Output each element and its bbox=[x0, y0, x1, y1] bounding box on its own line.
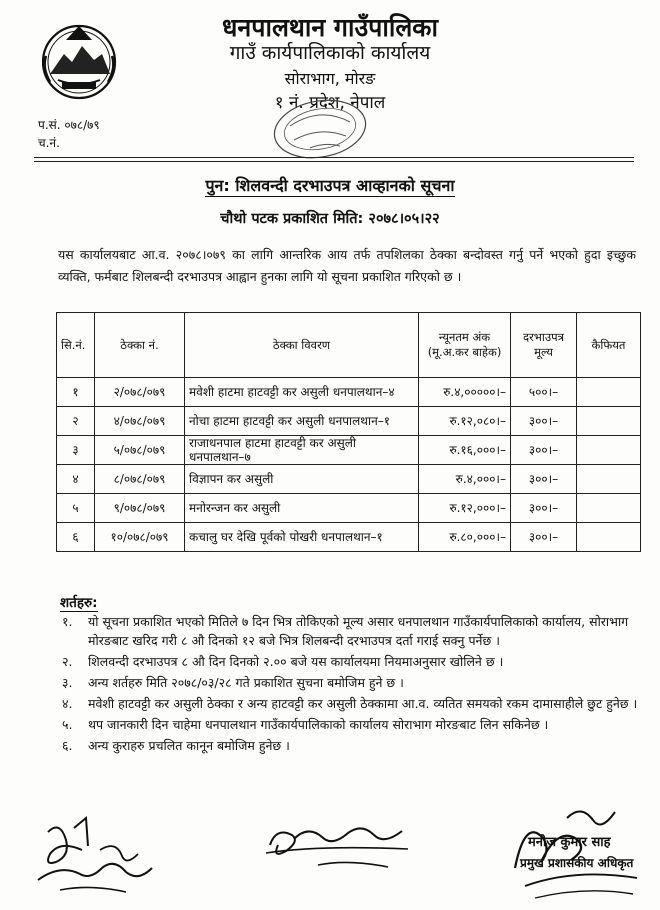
conditions-list bbox=[62, 612, 642, 757]
condition-text: अन्य शर्तहरु मिति २०७८/०३/२८ गते प्रकाशित सुचना बमोजिम हुने छ । bbox=[88, 675, 404, 690]
condition-text: अन्य कुराहरु प्रचलित कानून बमोजिम हुनेछ । bbox=[88, 738, 290, 753]
cell-description: नोचा हाटमा हाटवट्टी कर असुली धनपालथान–१ bbox=[185, 407, 419, 436]
condition-number: २. bbox=[62, 654, 73, 669]
office-province: १ नं. प्रदेश, नेपाल bbox=[274, 93, 386, 113]
cell-min-amount: रु.१२,०००।– bbox=[419, 494, 511, 523]
cell-contract-no: ४/०७८/०७९ bbox=[95, 407, 185, 436]
header-contract-no: ठेक्का नं. bbox=[95, 313, 185, 378]
condition-number: १. bbox=[62, 614, 73, 629]
table-header-row bbox=[57, 313, 641, 378]
signature-right bbox=[505, 798, 645, 908]
signatory-title: प्रमुख प्रशासकीय अधिकृत bbox=[520, 856, 634, 870]
cell-bid-price: ३००।– bbox=[511, 407, 577, 436]
conditions-heading: शर्तहरु: bbox=[60, 595, 98, 611]
notice-intro: यस कार्यालयबाट आ.व. २०७८।०७९ का लागि आन्तरिक आय तर्फ तपशिलका ठेक्का बन्दोवस्त गर्नु पर्ने भएको हुदा इच्छुक व्यक्ति, फर्मबाट शिलबन्दी दरभाउपत्र आह्वान हुनका लागि यो सूचना प्रकाशित गरिएको छ । bbox=[58, 247, 636, 284]
table-row bbox=[57, 465, 641, 494]
list-item bbox=[62, 612, 642, 650]
table-row bbox=[57, 436, 641, 465]
header-description: ठेक्का विवरण bbox=[185, 313, 419, 378]
cell-sn: १ bbox=[57, 378, 95, 407]
list-item bbox=[62, 673, 642, 692]
header-min-amount: न्यूनतम अंक (मू.अ.कर बाहेक) bbox=[419, 313, 511, 378]
table-row bbox=[57, 378, 641, 407]
ps-reference: प.सं. ०७८/७९ bbox=[38, 118, 100, 132]
cell-sn: ४ bbox=[57, 465, 95, 494]
header-bid-price: दरभाउपत्र मूल्य bbox=[511, 313, 577, 378]
cell-contract-no: १०/०७८/०७९ bbox=[95, 523, 185, 552]
table-row bbox=[57, 407, 641, 436]
cell-bid-price: ३००।– bbox=[511, 523, 577, 552]
cell-bid-price: ३००।– bbox=[511, 465, 577, 494]
cell-remarks bbox=[577, 436, 641, 465]
cell-sn: ३ bbox=[57, 436, 95, 465]
condition-number: ४. bbox=[62, 696, 73, 711]
cell-bid-price: ३००।– bbox=[511, 494, 577, 523]
nepal-emblem-icon bbox=[36, 16, 122, 102]
condition-text: यो सूचना प्रकाशित भएको मितिले ७ दिन भित्र तोकिएको मूल्य असार धनपालथान गाउँकार्यपालिकाको कार्यालय, सोराभाग मोरङबाट खरिद गरी ८ औ दिनको १२ बजे भित्र शिलबन्दी दरभाउपत्र दर्ता गराई सक्नु पर्नेछ । bbox=[88, 614, 629, 648]
office-address: सोराभाग, मोरङ bbox=[284, 69, 376, 88]
condition-number: ६. bbox=[62, 738, 73, 753]
list-item bbox=[62, 652, 642, 671]
cell-sn: २ bbox=[57, 407, 95, 436]
signatory-name: मनोज कुमार साह bbox=[528, 835, 611, 850]
cell-min-amount: रु.८०,०००।– bbox=[419, 523, 511, 552]
list-item bbox=[62, 715, 642, 734]
cell-description: राजाधनपाल हाटमा हाटवट्टी कर असुली धनपालथान–७ bbox=[185, 436, 419, 465]
list-item bbox=[62, 736, 642, 755]
notice-title: पुन: शिलवन्दी दरभाउपत्र आव्हानको सूचना bbox=[205, 176, 455, 195]
cell-description: मवेशी हाटमा हाटवट्टी कर असुली धनपालथान–४ bbox=[185, 378, 419, 407]
header-sn: सि.नं. bbox=[57, 313, 95, 378]
cell-min-amount: रु.१२,०८०।– bbox=[419, 407, 511, 436]
signature-left bbox=[30, 810, 160, 900]
table-row bbox=[57, 523, 641, 552]
cell-min-amount: रु.४,०००।– bbox=[419, 465, 511, 494]
cell-contract-no: ८/०७८/०७९ bbox=[95, 465, 185, 494]
condition-text: थप जानकारी दिन चाहेमा धनपालथान गाउँकार्यपालिकाको कार्यालय सोराभाग मोरङबाट लिन सकिनेछ । bbox=[88, 717, 549, 732]
municipality-title: धनपालथान गाउँपालिका bbox=[222, 13, 438, 42]
office-name: गाउँ कार्यपालिकाको कार्यालय bbox=[229, 42, 431, 64]
cell-remarks bbox=[577, 378, 641, 407]
cell-min-amount: रु.१६,०००।– bbox=[419, 436, 511, 465]
condition-number: ३. bbox=[62, 675, 73, 690]
list-item bbox=[62, 694, 642, 713]
cell-description: मनोरन्जन कर असुली bbox=[185, 494, 419, 523]
condition-text: मवेशी हाटवट्टी कर असुली ठेक्का र अन्य हाटवट्टी कर असुली ठेक्कामा आ.व. व्यतित समयको रकम दामासाहीले छुट हुनेछ । bbox=[88, 696, 638, 711]
cell-sn: ५ bbox=[57, 494, 95, 523]
letterhead-rule bbox=[34, 157, 634, 158]
signature-middle bbox=[258, 815, 428, 875]
cell-contract-no: ५/०७८/०७९ bbox=[95, 436, 185, 465]
cell-bid-price: ३००।– bbox=[511, 436, 577, 465]
cell-remarks bbox=[577, 407, 641, 436]
cell-description: कचालु घर देखि पूर्वको पोखरी धनपालथान–१ bbox=[185, 523, 419, 552]
cell-bid-price: ५००।– bbox=[511, 378, 577, 407]
cell-sn: ६ bbox=[57, 523, 95, 552]
cell-description: विज्ञापन कर असुली bbox=[185, 465, 419, 494]
letterhead-rule-thin bbox=[34, 161, 634, 162]
cell-contract-no: ९/०७८/०७९ bbox=[95, 494, 185, 523]
cn-reference: च.नं. bbox=[38, 136, 60, 150]
cell-contract-no: २/०७८/०७९ bbox=[95, 378, 185, 407]
cell-remarks bbox=[577, 465, 641, 494]
contracts-table bbox=[56, 312, 641, 552]
cell-min-amount: रु.४,०००००।– bbox=[419, 378, 511, 407]
condition-text: शिलवन्दी दरभाउपत्र ८ औ दिन दिनको २.०० बजे यस कार्यालयमा नियमाअनुसार खोलिने छ । bbox=[88, 654, 504, 669]
cell-remarks bbox=[577, 523, 641, 552]
header-remarks: कैफियत bbox=[577, 313, 641, 378]
condition-number: ५. bbox=[62, 717, 73, 732]
cell-remarks bbox=[577, 494, 641, 523]
office-stamp bbox=[270, 96, 370, 162]
table-row bbox=[57, 494, 641, 523]
publication-date: चौथो पटक प्रकाशित मिति: २०७८।०५।२२ bbox=[220, 211, 440, 227]
